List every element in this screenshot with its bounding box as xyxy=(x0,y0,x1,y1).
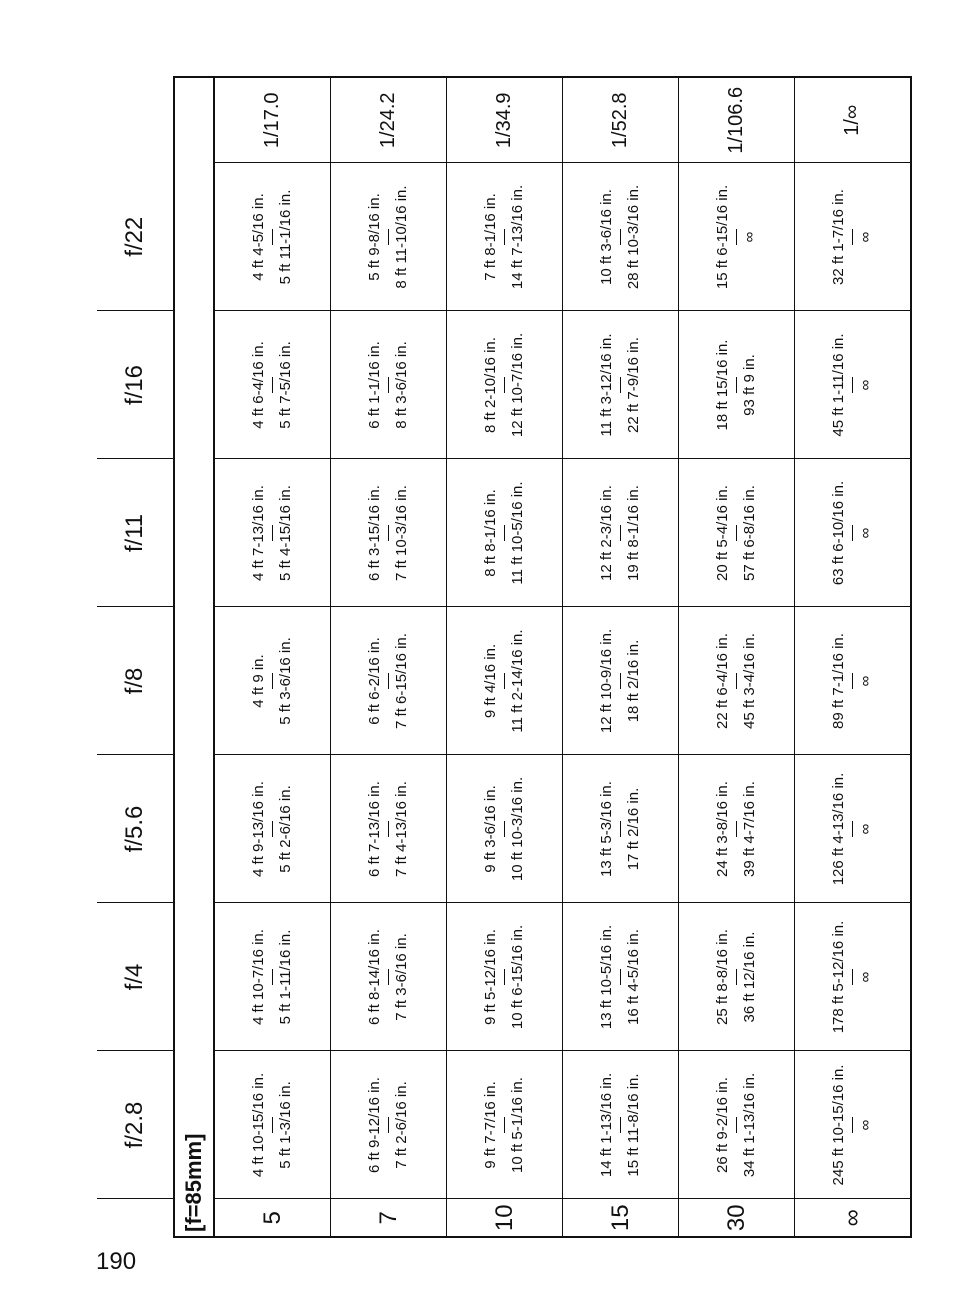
dof-range-cell xyxy=(795,903,912,1051)
range-dash xyxy=(501,756,509,903)
near-limit: 9 ft 5-12/16 in. xyxy=(481,929,499,1025)
near-limit: 9 ft 7-7/16 in. xyxy=(481,1081,499,1169)
dof-range-cell xyxy=(563,607,679,755)
dof-range-cell xyxy=(447,755,563,903)
dof-range-cell xyxy=(795,459,912,607)
dof-range-cell xyxy=(447,1051,563,1199)
dof-range-cell xyxy=(447,903,563,1051)
distance-cell xyxy=(331,1199,447,1237)
near-limit: 4 ft 7-13/16 in. xyxy=(249,485,267,581)
near-limit: 6 ft 1-1/16 in. xyxy=(365,341,383,429)
distance-cell xyxy=(447,1199,563,1237)
distance-cell xyxy=(795,1199,912,1237)
near-limit: 126 ft 4-13/16 in. xyxy=(829,772,847,886)
range-dash xyxy=(385,904,393,1051)
range-dash xyxy=(849,756,857,903)
ev-value: 1/52.8 xyxy=(609,92,631,149)
dof-range-cell xyxy=(447,459,563,607)
dof-range-cell xyxy=(447,607,563,755)
range-dash xyxy=(849,1052,857,1199)
range-dash xyxy=(617,608,625,755)
ev-header-cell xyxy=(174,77,214,163)
ev-value: 1/17.0 xyxy=(261,92,283,149)
distance-value: 7 xyxy=(374,1211,402,1225)
aperture-header: f/11 xyxy=(97,459,174,607)
dof-range-cell xyxy=(331,607,447,755)
dof-range-cell xyxy=(447,163,563,311)
near-limit: 6 ft 7-13/16 in. xyxy=(365,781,383,877)
range-dash xyxy=(733,312,741,459)
near-limit: 245 ft 10-15/16 in. xyxy=(829,1064,847,1186)
far-limit: ∞ xyxy=(856,527,874,539)
range-dash xyxy=(849,312,857,459)
far-limit: 7 ft 2-6/16 in. xyxy=(392,1081,410,1169)
dof-range-cell xyxy=(679,755,795,903)
aperture-header: f/4 xyxy=(97,903,174,1051)
near-limit: 4 ft 6-4/16 in. xyxy=(249,341,267,429)
far-limit: 45 ft 3-4/16 in. xyxy=(740,633,758,729)
dof-range-cell xyxy=(679,311,795,459)
near-limit: 63 ft 6-10/16 in. xyxy=(829,480,847,586)
dof-range-cell xyxy=(563,1051,679,1199)
range-dash xyxy=(501,164,509,311)
dof-range-cell xyxy=(331,1051,447,1199)
range-dash xyxy=(269,756,277,903)
range-dash xyxy=(501,608,509,755)
far-limit: 5 ft 4-15/16 in. xyxy=(276,485,294,581)
distance-value: 10 xyxy=(490,1204,518,1232)
range-dash xyxy=(617,756,625,903)
far-limit: 7 ft 4-13/16 in. xyxy=(392,781,410,877)
dof-range-cell xyxy=(331,311,447,459)
range-dash xyxy=(617,904,625,1051)
distance-cell xyxy=(214,1199,331,1237)
far-limit: 19 ft 8-1/16 in. xyxy=(624,485,642,581)
range-dash xyxy=(733,608,741,755)
range-dash xyxy=(849,608,857,755)
far-limit: 22 ft 7-9/16 in. xyxy=(624,337,642,433)
aperture-header-row xyxy=(97,77,174,1237)
near-limit: 4 ft 4-5/16 in. xyxy=(249,193,267,281)
ev-cell xyxy=(679,77,795,163)
dof-range-cell xyxy=(214,1051,331,1199)
near-limit: 32 ft 1-7/16 in. xyxy=(829,189,847,285)
range-dash xyxy=(385,460,393,607)
dof-range-cell xyxy=(795,607,912,755)
near-limit: 15 ft 6-15/16 in. xyxy=(713,184,731,290)
near-limit: 6 ft 9-12/16 in. xyxy=(365,1077,383,1173)
table-row xyxy=(214,77,331,1237)
dof-range-cell xyxy=(214,163,331,311)
dof-range-cell xyxy=(795,163,912,311)
far-limit: 10 ft 6-15/16 in. xyxy=(508,924,526,1030)
near-limit: 11 ft 3-12/16 in. xyxy=(597,333,615,437)
range-dash xyxy=(385,312,393,459)
dof-range-cell xyxy=(679,1051,795,1199)
dof-range-cell xyxy=(679,459,795,607)
far-limit: 10 ft 5-1/16 in. xyxy=(508,1077,526,1173)
near-limit: 9 ft 4/16 in. xyxy=(481,643,499,719)
far-limit: 7 ft 3-6/16 in. xyxy=(392,933,410,1021)
near-limit: 89 ft 7-1/16 in. xyxy=(829,633,847,729)
range-dash xyxy=(269,904,277,1051)
far-limit: 5 ft 11-1/16 in. xyxy=(276,189,294,285)
dof-table-rotated xyxy=(97,78,872,1238)
near-limit: 178 ft 5-12/16 in. xyxy=(829,920,847,1034)
range-dash xyxy=(733,904,741,1051)
far-limit: 5 ft 3-6/16 in. xyxy=(276,637,294,725)
dof-range-cell xyxy=(795,1051,912,1199)
range-dash xyxy=(733,756,741,903)
range-dash xyxy=(733,164,741,311)
far-limit: ∞ xyxy=(856,379,874,391)
focal-length-label: [f=85mm] xyxy=(174,163,214,1237)
near-limit: 13 ft 10-5/16 in. xyxy=(597,924,615,1030)
ev-cell xyxy=(563,77,679,163)
far-limit: 11 ft 10-5/16 in. xyxy=(508,481,526,585)
range-dash xyxy=(269,608,277,755)
near-limit: 10 ft 3-6/16 in. xyxy=(597,189,615,285)
ev-cell xyxy=(447,77,563,163)
range-dash xyxy=(385,164,393,311)
near-limit: 8 ft 2-10/16 in. xyxy=(481,337,499,433)
dof-range-cell xyxy=(214,903,331,1051)
far-limit: ∞ xyxy=(856,1119,874,1131)
range-dash xyxy=(269,460,277,607)
far-limit: ∞ xyxy=(856,823,874,835)
dof-range-cell xyxy=(563,459,679,607)
far-limit: 11 ft 2-14/16 in. xyxy=(508,629,526,733)
near-limit: 4 ft 10-15/16 in. xyxy=(249,1072,267,1178)
dof-range-cell xyxy=(331,903,447,1051)
far-limit: 39 ft 4-7/16 in. xyxy=(740,781,758,877)
ev-value: 1/106.6 xyxy=(725,86,747,154)
depth-of-field-table xyxy=(97,76,912,1238)
range-dash xyxy=(617,164,625,311)
header-corner xyxy=(97,1199,174,1237)
aperture-header: f/16 xyxy=(97,311,174,459)
far-limit: 17 ft 2/16 in. xyxy=(624,787,642,871)
far-limit: 8 ft 11-10/16 in. xyxy=(392,185,410,289)
ev-value: 1/24.2 xyxy=(377,92,399,149)
far-limit: 15 ft 11-8/16 in. xyxy=(624,1073,642,1177)
near-limit: 6 ft 3-15/16 in. xyxy=(365,485,383,581)
table-row xyxy=(563,77,679,1237)
dof-range-cell xyxy=(563,755,679,903)
near-limit: 45 ft 1-11/16 in. xyxy=(829,333,847,437)
ev-cell xyxy=(795,77,912,163)
near-limit: 12 ft 10-9/16 in. xyxy=(597,628,615,734)
near-limit: 12 ft 2-3/16 in. xyxy=(597,485,615,581)
distance-cell xyxy=(679,1199,795,1237)
aperture-header: f/5.6 xyxy=(97,755,174,903)
range-dash xyxy=(617,460,625,607)
far-limit: 18 ft 2/16 in. xyxy=(624,639,642,723)
range-dash xyxy=(501,460,509,607)
far-limit: 7 ft 6-15/16 in. xyxy=(392,633,410,729)
ev-value: 1/34.9 xyxy=(493,92,515,149)
ev-value: 1/∞ xyxy=(841,104,863,136)
far-limit: ∞ xyxy=(856,971,874,983)
dof-range-cell xyxy=(331,163,447,311)
dof-range-cell xyxy=(795,755,912,903)
near-limit: 14 ft 1-13/16 in. xyxy=(597,1072,615,1178)
aperture-header: f/22 xyxy=(97,163,174,311)
range-dash xyxy=(269,1052,277,1199)
range-dash xyxy=(733,460,741,607)
range-dash xyxy=(269,312,277,459)
far-limit: 57 ft 6-8/16 in. xyxy=(740,485,758,581)
far-limit: 7 ft 10-3/16 in. xyxy=(392,485,410,581)
far-limit: 8 ft 3-6/16 in. xyxy=(392,341,410,429)
near-limit: 13 ft 5-3/16 in. xyxy=(597,781,615,877)
dof-range-cell xyxy=(679,607,795,755)
near-limit: 26 ft 9-2/16 in. xyxy=(713,1077,731,1173)
page-number: 190 xyxy=(96,1248,137,1275)
far-limit: 36 ft 12/16 in. xyxy=(740,931,758,1023)
near-limit: 24 ft 3-8/16 in. xyxy=(713,781,731,877)
table-row xyxy=(447,77,563,1237)
dof-range-cell xyxy=(795,311,912,459)
distance-cell xyxy=(563,1199,679,1237)
far-limit: 14 ft 7-13/16 in. xyxy=(508,184,526,290)
range-dash xyxy=(849,164,857,311)
far-limit: 16 ft 4-5/16 in. xyxy=(624,929,642,1025)
far-limit: 12 ft 10-7/16 in. xyxy=(508,332,526,438)
dof-range-cell xyxy=(214,755,331,903)
far-limit: ∞ xyxy=(856,231,874,243)
table-row xyxy=(331,77,447,1237)
dof-range-cell xyxy=(214,459,331,607)
range-dash xyxy=(385,608,393,755)
aperture-header: f/8 xyxy=(97,607,174,755)
far-limit: 34 ft 1-13/16 in. xyxy=(740,1072,758,1178)
range-dash xyxy=(385,1052,393,1199)
aperture-header: f/2.8 xyxy=(97,1051,174,1199)
near-limit: 9 ft 3-6/16 in. xyxy=(481,785,499,873)
distance-value: 30 xyxy=(722,1204,750,1232)
table-row xyxy=(679,77,795,1237)
near-limit: 5 ft 9-8/16 in. xyxy=(365,193,383,281)
dof-range-cell xyxy=(563,163,679,311)
range-dash xyxy=(501,904,509,1051)
near-limit: 6 ft 8-14/16 in. xyxy=(365,929,383,1025)
range-dash xyxy=(385,756,393,903)
dof-range-cell xyxy=(563,903,679,1051)
near-limit: 4 ft 10-7/16 in. xyxy=(249,929,267,1025)
dof-range-cell xyxy=(447,311,563,459)
far-limit: 93 ft 9 in. xyxy=(740,354,758,416)
dof-range-cell xyxy=(331,459,447,607)
far-limit: 5 ft 1-11/16 in. xyxy=(276,929,294,1025)
range-dash xyxy=(849,904,857,1051)
dof-range-cell xyxy=(679,903,795,1051)
ev-cell xyxy=(214,77,331,163)
range-dash xyxy=(617,1052,625,1199)
dof-range-cell xyxy=(563,311,679,459)
near-limit: 20 ft 5-4/16 in. xyxy=(713,485,731,581)
distance-value: 15 xyxy=(606,1204,634,1232)
distance-value: ∞ xyxy=(838,1209,866,1227)
table-row xyxy=(795,77,912,1237)
far-limit: 5 ft 1-3/16 in. xyxy=(276,1081,294,1169)
near-limit: 4 ft 9 in. xyxy=(249,654,267,708)
range-dash xyxy=(849,460,857,607)
far-limit: ∞ xyxy=(856,675,874,687)
far-limit: ∞ xyxy=(740,231,758,243)
near-limit: 6 ft 6-2/16 in. xyxy=(365,637,383,725)
range-dash xyxy=(501,1052,509,1199)
dof-range-cell xyxy=(679,163,795,311)
near-limit: 7 ft 8-1/16 in. xyxy=(481,193,499,281)
ev-cell xyxy=(331,77,447,163)
near-limit: 18 ft 15/16 in. xyxy=(713,339,731,431)
range-dash xyxy=(733,1052,741,1199)
header-corner-right xyxy=(97,77,174,163)
far-limit: 28 ft 10-3/16 in. xyxy=(624,184,642,290)
near-limit: 25 ft 8-8/16 in. xyxy=(713,929,731,1025)
distance-value: 5 xyxy=(258,1211,286,1225)
near-limit: 4 ft 9-13/16 in. xyxy=(249,781,267,877)
far-limit: 10 ft 10-3/16 in. xyxy=(508,776,526,882)
focal-length-row xyxy=(174,77,214,1237)
range-dash xyxy=(617,312,625,459)
far-limit: 5 ft 2-6/16 in. xyxy=(276,785,294,873)
dof-range-cell xyxy=(214,311,331,459)
dof-range-cell xyxy=(214,607,331,755)
range-dash xyxy=(269,164,277,311)
dof-range-cell xyxy=(331,755,447,903)
range-dash xyxy=(501,312,509,459)
far-limit: 5 ft 7-5/16 in. xyxy=(276,341,294,429)
near-limit: 22 ft 6-4/16 in. xyxy=(713,633,731,729)
near-limit: 8 ft 8-1/16 in. xyxy=(481,489,499,577)
